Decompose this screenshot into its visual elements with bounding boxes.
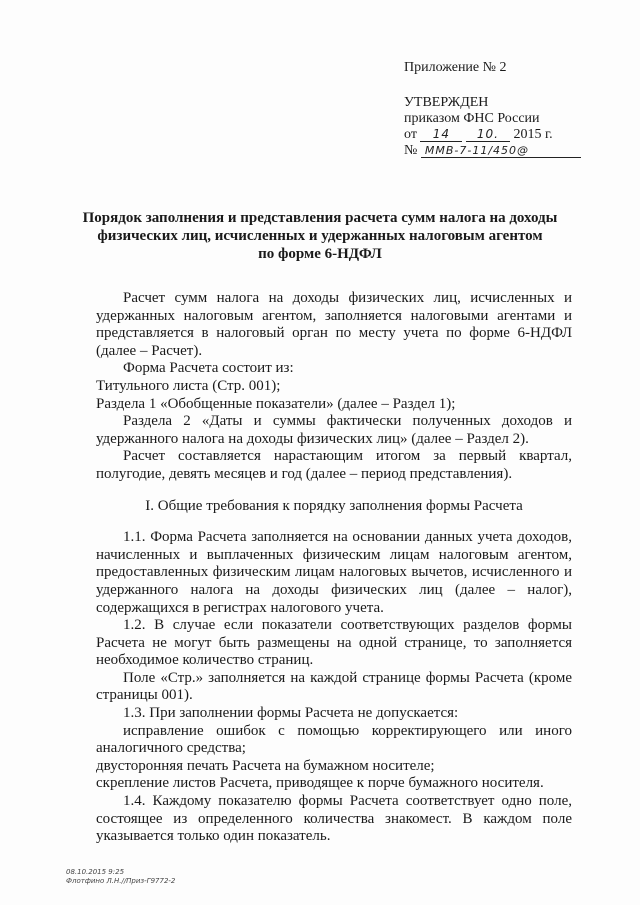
paragraph: Поле «Стр.» заполняется на каждой странице формы Расчета (кроме страницы 001).	[96, 669, 572, 704]
footer-timestamp: 08.10.2015 9:25	[66, 868, 125, 876]
handwritten-day: 14	[420, 128, 462, 142]
print-footer	[66, 868, 175, 886]
handwritten-number: ММВ-7-11/450@	[421, 144, 581, 158]
document-body	[96, 290, 572, 846]
paragraph: Раздела 2 «Даты и суммы фактически полученных доходов и удержанного налога на доходы физических лиц» (далее – Раздел 2).	[96, 413, 572, 447]
section-heading: I. Общие требования к порядку заполнения формы Расчета	[145, 497, 523, 514]
order-label: приказом ФНС России	[404, 111, 540, 126]
handwritten-month: 10.	[466, 128, 510, 142]
paragraph: исправление ошибок с помощью корректирующего или иного аналогичного средства;	[96, 722, 572, 757]
paragraph: Раздела 1 «Обобщенные показатели» (далее – Раздел 1);	[96, 395, 456, 412]
order-date	[404, 127, 604, 143]
date-year: 2015 г.	[513, 127, 553, 142]
document-title	[60, 209, 580, 263]
paragraph: 1.1. Форма Расчета заполняется на основании данных учета доходов, начисленных и выплаченных физическим лицам налоговым агентом, предоставленных физическим лицам налоговых вычетов, исчисленного и удержанного налога на доходы физических лиц (далее – налог), содержащихся в регистрах налогового учета.	[96, 529, 572, 616]
number-prefix: №	[404, 143, 418, 158]
order-number	[404, 143, 604, 159]
annex-label: Приложение № 2	[404, 60, 507, 75]
paragraph: Титульного листа (Стр. 001);	[96, 377, 281, 394]
paragraph: Расчет составляется нарастающим итогом за первый квартал, полугодие, девять месяцев и год (далее – период представления).	[96, 448, 572, 482]
title-line-2: физических лиц, исчисленных и удержанных налоговым агентом	[97, 228, 543, 244]
approved-label: УТВЕРЖДЕН	[404, 95, 489, 110]
paragraph: 1.2. В случае если показатели соответствующих разделов формы Расчета не могут быть размещены на одной странице, то заполняется необходимое количество страниц.	[96, 617, 572, 669]
approval-block	[404, 60, 604, 159]
paragraph: скрепление листов Расчета, приводящее к порче бумажного носителя.	[96, 775, 544, 792]
title-line-3: по форме 6-НДФЛ	[258, 246, 382, 262]
paragraph: 1.4. Каждому показателю формы Расчета соответствует одно поле, состоящее из определенного количества знакомест. В каждом поле указывается только один показатель.	[96, 793, 572, 845]
paragraph: Форма Расчета состоит из:	[123, 360, 294, 377]
paragraph: 1.3. При заполнении формы Расчета не допускается:	[123, 705, 459, 722]
paragraph: Расчет сумм налога на доходы физических лиц, исчисленных и удержанных налоговым агентом, заполняется налоговыми агентами и представляется в налоговый орган по месту учета по форме 6-НДФЛ (далее – Расчет).	[96, 290, 572, 359]
title-line-1: Порядок заполнения и представления расчета сумм налога на доходы	[82, 210, 558, 226]
date-prefix: от	[404, 127, 417, 142]
footer-file-ref: Флотфино Л.Н.//Приз-Г9772-2	[66, 877, 176, 885]
paragraph: двусторонняя печать Расчета на бумажном носителе;	[96, 757, 435, 774]
